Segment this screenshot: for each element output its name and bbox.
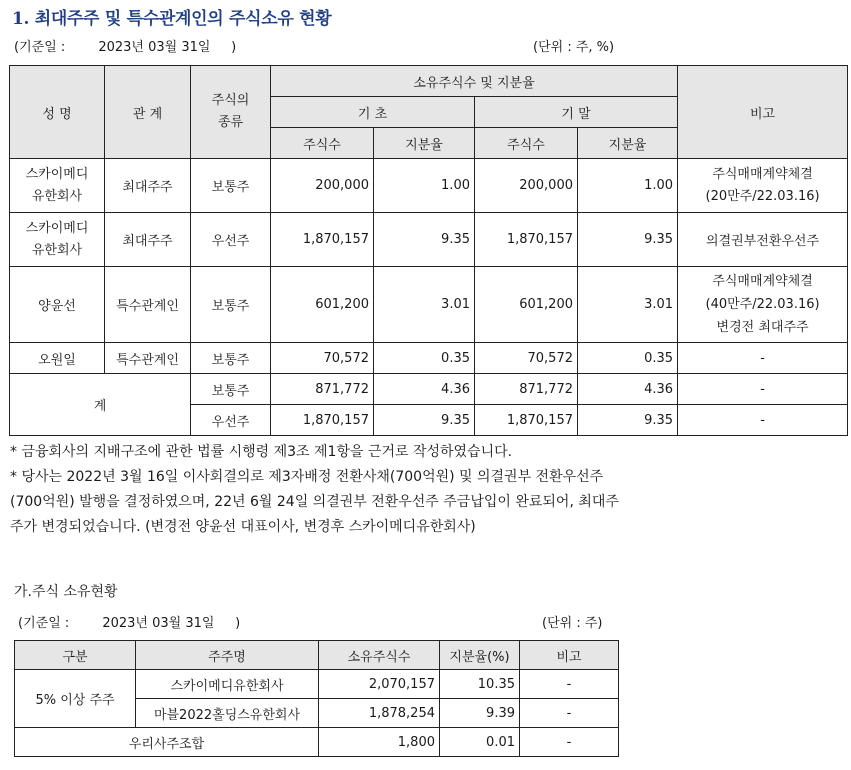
cell-holder: 스카이메디유한회사 (136, 670, 319, 699)
section-title: 1. 최대주주 및 특수관계인의 주식소유 현황 (12, 9, 332, 29)
cell-ratio-begin: 3.01 (374, 267, 475, 343)
cell-relation: 최대주주 (105, 159, 191, 213)
cell-name: 스카이메디 유한회사 (10, 213, 105, 267)
sub-title: 가.주식 소유현황 (14, 584, 118, 600)
header-note: 비고 (678, 66, 848, 159)
cell-note: - (678, 374, 848, 405)
header-kind: 주식의 종류 (191, 66, 271, 159)
cell-relation: 최대주주 (105, 213, 191, 267)
unit-label: (단위 : 주, %) (533, 40, 615, 55)
cell-shares-begin: 601,200 (271, 267, 374, 343)
cell-kind: 우선주 (191, 405, 271, 436)
table-row (10, 159, 848, 213)
cell-ratio-begin: 9.35 (374, 405, 475, 436)
cell-kind: 보통주 (191, 267, 271, 343)
cell-note: - (678, 405, 848, 436)
base-date: (기준일 : 2023년 03월 31일 ) (14, 40, 237, 55)
table-row (10, 343, 848, 374)
cell-shares: 1,878,254 (319, 699, 440, 728)
footnote: * 당사는 2022년 3월 16일 이사회결의로 제3자배정 전환사채(700억원) 및 의결권부 전환우선주(700억원) 발행을 결정하였으며, 22년 6월 24일 의결권부 전환우선주 주금납입이 완료되어, 최대주주가 변경되었습니다. (변경전 양윤선 대표이사, 변경후 스카이메디유한회사) (10, 469, 619, 535)
cell-ratio-begin: 0.35 (374, 343, 475, 374)
header-category: 구분 (15, 641, 136, 670)
header-shares-end: 주식수 (475, 128, 578, 159)
cell-shares: 2,070,157 (319, 670, 440, 699)
cell-name: 오원일 (10, 343, 105, 374)
table-row (10, 267, 848, 343)
header-group: 소유주식수 및 지분율 (271, 66, 678, 97)
cell-note: - (520, 699, 619, 728)
cell-relation: 특수관계인 (105, 343, 191, 374)
cell-ratio-end: 3.01 (578, 267, 678, 343)
cell-shares-end: 200,000 (475, 159, 578, 213)
cell-ratio-begin: 4.36 (374, 374, 475, 405)
cell-shares-end: 601,200 (475, 267, 578, 343)
cell-note: 주식매매계약체결 (40만주/22.03.16) 변경전 최대주주 (678, 267, 848, 343)
header-ratio-begin: 지분율 (374, 128, 475, 159)
cell-ratio-begin: 1.00 (374, 159, 475, 213)
cell-note: - (520, 670, 619, 699)
group-label: 5% 이상 주주 (15, 670, 136, 728)
cell-note: 주식매매계약체결 (20만주/22.03.16) (678, 159, 848, 213)
total-label: 계 (10, 374, 191, 436)
header-note: 비고 (520, 641, 619, 670)
header-end: 기 말 (475, 97, 678, 128)
total-row (10, 374, 848, 405)
header-relation: 관 계 (105, 66, 191, 159)
cell-note: - (520, 728, 619, 757)
cell-shares-end: 70,572 (475, 343, 578, 374)
shareholding-table (14, 640, 619, 757)
cell-kind: 우선주 (191, 213, 271, 267)
header-begin: 기 초 (271, 97, 475, 128)
cell-ratio-end: 4.36 (578, 374, 678, 405)
footnote: * 금융회사의 지배구조에 관한 법률 시행령 제3조 제1항을 근거로 작성하였습니다. (10, 444, 513, 460)
table-row (15, 728, 619, 757)
cell-ratio-end: 0.35 (578, 343, 678, 374)
cell-name: 양윤선 (10, 267, 105, 343)
cell-shares-begin: 871,772 (271, 374, 374, 405)
base-date: (기준일 : 2023년 03월 31일 ) (18, 616, 241, 631)
table-row (10, 213, 848, 267)
cell-shares-begin: 200,000 (271, 159, 374, 213)
cell-relation: 특수관계인 (105, 267, 191, 343)
major-shareholder-table (9, 65, 848, 436)
cell-shares-begin: 1,870,157 (271, 405, 374, 436)
header-shares: 소유주식수 (319, 641, 440, 670)
cell-holder: 마블2022홀딩스유한회사 (136, 699, 319, 728)
cell-ratio: 0.01 (440, 728, 520, 757)
cell-kind: 보통주 (191, 374, 271, 405)
cell-ratio: 9.39 (440, 699, 520, 728)
cell-shares-begin: 1,870,157 (271, 213, 374, 267)
header-holder: 주주명 (136, 641, 319, 670)
header-shares-begin: 주식수 (271, 128, 374, 159)
cell-shares-end: 1,870,157 (475, 405, 578, 436)
header-name: 성 명 (10, 66, 105, 159)
table-row (15, 670, 619, 699)
header-ratio: 지분율(%) (440, 641, 520, 670)
cell-note: 의결권부전환우선주 (678, 213, 848, 267)
cell-ratio-end: 1.00 (578, 159, 678, 213)
cell-holder: 우리사주조합 (15, 728, 319, 757)
cell-ratio-end: 9.35 (578, 405, 678, 436)
cell-kind: 보통주 (191, 343, 271, 374)
cell-shares: 1,800 (319, 728, 440, 757)
cell-ratio: 10.35 (440, 670, 520, 699)
unit-label: (단위 : 주) (542, 616, 603, 631)
cell-shares-end: 1,870,157 (475, 213, 578, 267)
cell-ratio-begin: 9.35 (374, 213, 475, 267)
cell-ratio-end: 9.35 (578, 213, 678, 267)
cell-shares-begin: 70,572 (271, 343, 374, 374)
cell-kind: 보통주 (191, 159, 271, 213)
footnotes (10, 440, 620, 540)
header-ratio-end: 지분율 (578, 128, 678, 159)
cell-shares-end: 871,772 (475, 374, 578, 405)
cell-name: 스카이메디 유한회사 (10, 159, 105, 213)
cell-note: - (678, 343, 848, 374)
